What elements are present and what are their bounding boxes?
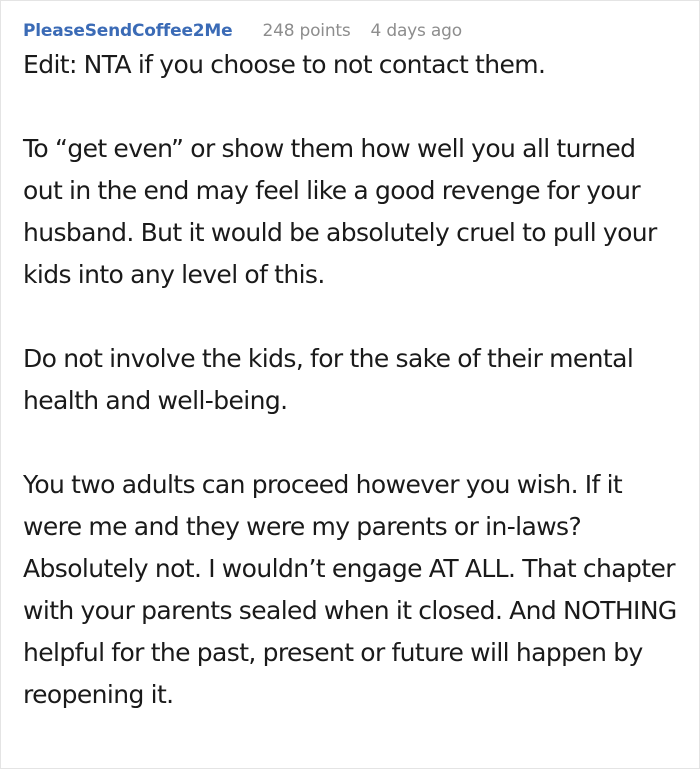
comment-paragraph: Do not involve the kids, for the sake of their mental health and well-being.	[23, 344, 634, 415]
comment-paragraph: Edit: NTA if you choose to not contact them.	[23, 50, 546, 79]
comment-paragraph: To “get even” or show them how well you all turned out in the end may feel like a good revenge for your husband. But it would be absolutely cruel to pull your kids into any level of this.	[23, 134, 657, 289]
timestamp: 4 days ago	[370, 21, 462, 41]
comment-paragraph: You two adults can proceed however you wish. If it were me and they were my parents or in-laws? Absolutely not. I wouldn’t engage AT ALL. That chapter with your parents sealed when it closed. And NOTHING helpful for the past, present or future will happen by reopening it.	[23, 470, 677, 709]
username-link[interactable]: PleaseSendCoffee2Me	[23, 21, 233, 41]
points-count: 248 points	[262, 21, 351, 41]
comment-header	[23, 18, 679, 44]
comment-body	[23, 44, 679, 716]
